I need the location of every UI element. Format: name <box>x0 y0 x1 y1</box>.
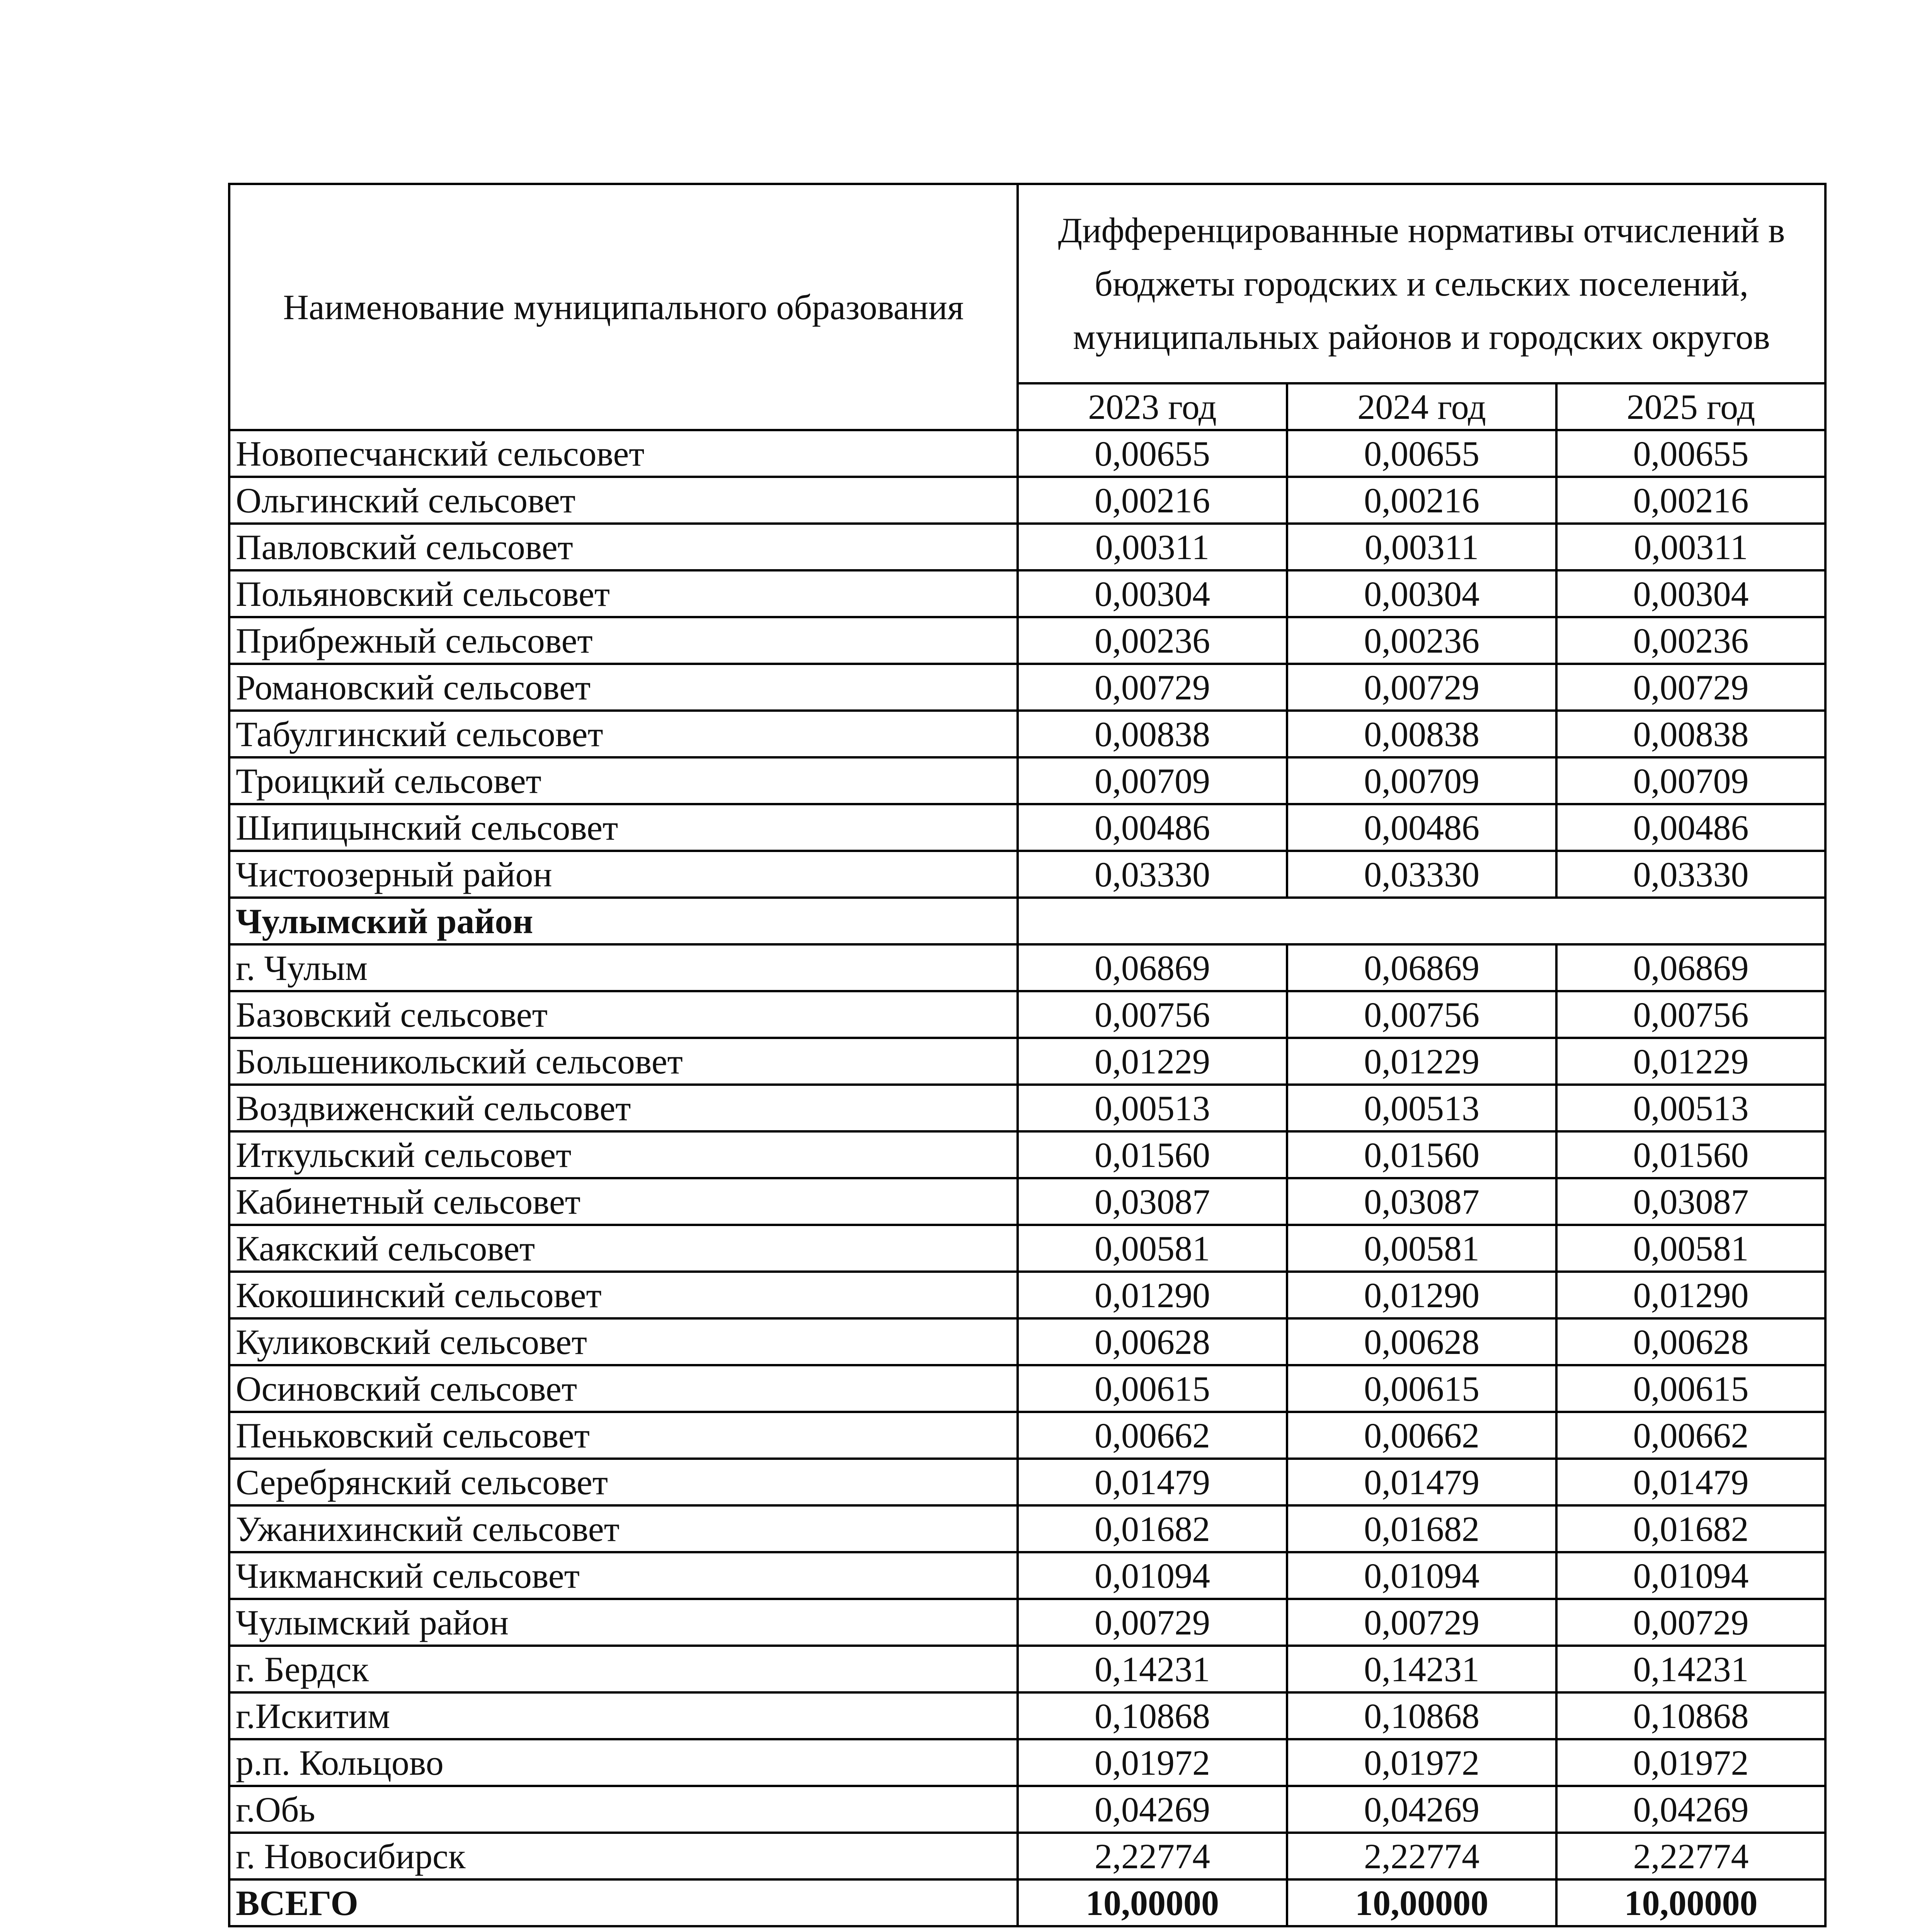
value-cell-2023: 0,00729 <box>1018 1599 1287 1646</box>
table-row <box>229 851 1825 898</box>
municipality-name-cell: Павловский сельсовет <box>229 524 1018 570</box>
table-row <box>229 1833 1825 1879</box>
value-cell-2025: 0,00756 <box>1556 991 1825 1038</box>
table-row <box>229 1552 1825 1599</box>
table-row <box>229 1646 1825 1692</box>
value-cell-2023: 0,01682 <box>1018 1505 1287 1552</box>
value-cell-2024: 0,10868 <box>1287 1692 1556 1739</box>
value-cell-2024: 0,01229 <box>1287 1038 1556 1085</box>
value-cell-2023: 0,01290 <box>1018 1272 1287 1318</box>
value-cell-2024: 0,00236 <box>1287 617 1556 664</box>
value-cell-2024: 0,01479 <box>1287 1459 1556 1505</box>
municipality-name-cell: Польяновский сельсовет <box>229 570 1018 617</box>
table-row <box>229 1272 1825 1318</box>
value-cell-2025: 0,06869 <box>1556 944 1825 991</box>
value-cell-2025: 0,03087 <box>1556 1178 1825 1225</box>
table-row <box>229 944 1825 991</box>
value-cell-2024: 0,01290 <box>1287 1272 1556 1318</box>
value-cell-2023: 0,00662 <box>1018 1412 1287 1459</box>
value-cell-2025: 0,01560 <box>1556 1131 1825 1178</box>
municipality-name-cell: Троицкий сельсовет <box>229 757 1018 804</box>
municipality-name-cell: г. Бердск <box>229 1646 1018 1692</box>
table-row <box>229 1038 1825 1085</box>
value-cell-2023: 0,00304 <box>1018 570 1287 617</box>
value-cell-2025: 0,00729 <box>1556 664 1825 711</box>
value-cell-2023: 0,00615 <box>1018 1365 1287 1412</box>
value-cell-2024: 0,04269 <box>1287 1786 1556 1833</box>
value-cell-2025: 0,03330 <box>1556 851 1825 898</box>
value-cell-2023: 0,00216 <box>1018 477 1287 524</box>
section-empty-cell <box>1018 898 1825 944</box>
table-row <box>229 1459 1825 1505</box>
table-row <box>229 477 1825 524</box>
municipality-name-cell: г. Новосибирск <box>229 1833 1018 1879</box>
municipality-name-cell: Каякский сельсовет <box>229 1225 1018 1272</box>
municipality-name-cell: Большеникольский сельсовет <box>229 1038 1018 1085</box>
table-row <box>229 1786 1825 1833</box>
municipality-name-cell: Ольгинский сельсовет <box>229 477 1018 524</box>
value-cell-2024: 0,01972 <box>1287 1739 1556 1786</box>
table-row <box>229 1505 1825 1552</box>
value-cell-2023: 0,04269 <box>1018 1786 1287 1833</box>
value-cell-2025: 0,00838 <box>1556 711 1825 757</box>
table-row <box>229 711 1825 757</box>
value-cell-2023: 0,01094 <box>1018 1552 1287 1599</box>
value-cell-2024: 0,06869 <box>1287 944 1556 991</box>
value-cell-2025: 0,00615 <box>1556 1365 1825 1412</box>
value-cell-2023: 0,00709 <box>1018 757 1287 804</box>
table-row <box>229 1599 1825 1646</box>
table-row <box>229 570 1825 617</box>
table-header <box>229 184 1825 430</box>
municipality-name-cell: р.п. Кольцово <box>229 1739 1018 1786</box>
municipality-name-cell: Осиновский сельсовет <box>229 1365 1018 1412</box>
value-cell-2024: 0,03330 <box>1287 851 1556 898</box>
table-row <box>229 1692 1825 1739</box>
table-row <box>229 617 1825 664</box>
value-cell-2024: 0,01560 <box>1287 1131 1556 1178</box>
municipality-name-cell: г.Искитим <box>229 1692 1018 1739</box>
value-cell-2024: 0,00304 <box>1287 570 1556 617</box>
municipality-name-cell: Серебрянский сельсовет <box>229 1459 1018 1505</box>
value-cell-2023: 0,00628 <box>1018 1318 1287 1365</box>
value-cell-2025: 0,00628 <box>1556 1318 1825 1365</box>
municipality-name-cell: Чулымский район <box>229 898 1018 944</box>
value-cell-2023: 0,03330 <box>1018 851 1287 898</box>
value-cell-2024: 0,00628 <box>1287 1318 1556 1365</box>
value-cell-2025: 0,00216 <box>1556 477 1825 524</box>
value-cell-2024: 0,14231 <box>1287 1646 1556 1692</box>
header-name-column: Наименование муниципального образования <box>229 184 1018 430</box>
municipality-name-cell: Иткульский сельсовет <box>229 1131 1018 1178</box>
municipality-name-cell: Чикманский сельсовет <box>229 1552 1018 1599</box>
value-cell-2023: 0,01479 <box>1018 1459 1287 1505</box>
value-cell-2023: 0,01560 <box>1018 1131 1287 1178</box>
value-cell-2024: 0,01682 <box>1287 1505 1556 1552</box>
value-cell-2024: 0,00513 <box>1287 1085 1556 1131</box>
value-cell-2023: 10,00000 <box>1018 1879 1287 1926</box>
value-cell-2023: 0,06869 <box>1018 944 1287 991</box>
section-row <box>229 898 1825 944</box>
value-cell-2024: 2,22774 <box>1287 1833 1556 1879</box>
value-cell-2024: 0,00756 <box>1287 991 1556 1038</box>
value-cell-2024: 0,00709 <box>1287 757 1556 804</box>
table-row <box>229 991 1825 1038</box>
municipality-name-cell: Базовский сельсовет <box>229 991 1018 1038</box>
municipality-name-cell: Новопесчанский сельсовет <box>229 430 1018 477</box>
municipality-name-cell: Кокошинский сельсовет <box>229 1272 1018 1318</box>
value-cell-2023: 0,00486 <box>1018 804 1287 851</box>
table-row <box>229 1412 1825 1459</box>
value-cell-2024: 0,00615 <box>1287 1365 1556 1412</box>
value-cell-2025: 0,01682 <box>1556 1505 1825 1552</box>
municipality-name-cell: Пеньковский сельсовет <box>229 1412 1018 1459</box>
value-cell-2025: 2,22774 <box>1556 1833 1825 1879</box>
value-cell-2023: 0,03087 <box>1018 1178 1287 1225</box>
municipality-name-cell: Воздвиженский сельсовет <box>229 1085 1018 1131</box>
municipality-name-cell: Кабинетный сельсовет <box>229 1178 1018 1225</box>
municipality-name-cell: Романовский сельсовет <box>229 664 1018 711</box>
table-row <box>229 1085 1825 1131</box>
value-cell-2023: 2,22774 <box>1018 1833 1287 1879</box>
municipality-name-cell: Куликовский сельсовет <box>229 1318 1018 1365</box>
table-row <box>229 804 1825 851</box>
value-cell-2025: 0,14231 <box>1556 1646 1825 1692</box>
value-cell-2024: 10,00000 <box>1287 1879 1556 1926</box>
municipality-name-cell: Шипицынский сельсовет <box>229 804 1018 851</box>
value-cell-2025: 0,01972 <box>1556 1739 1825 1786</box>
value-cell-2025: 0,01229 <box>1556 1038 1825 1085</box>
table-row <box>229 1131 1825 1178</box>
value-cell-2025: 0,01479 <box>1556 1459 1825 1505</box>
value-cell-2024: 0,00216 <box>1287 477 1556 524</box>
value-cell-2025: 0,00236 <box>1556 617 1825 664</box>
value-cell-2023: 0,00838 <box>1018 711 1287 757</box>
table-row <box>229 430 1825 477</box>
value-cell-2025: 0,00709 <box>1556 757 1825 804</box>
municipality-name-cell: г.Обь <box>229 1786 1018 1833</box>
value-cell-2024: 0,00581 <box>1287 1225 1556 1272</box>
value-cell-2023: 0,14231 <box>1018 1646 1287 1692</box>
value-cell-2025: 0,00486 <box>1556 804 1825 851</box>
table-row <box>229 664 1825 711</box>
table-row <box>229 1318 1825 1365</box>
norms-table <box>228 183 1827 1927</box>
table-row <box>229 524 1825 570</box>
value-cell-2023: 0,00729 <box>1018 664 1287 711</box>
table-row <box>229 1365 1825 1412</box>
value-cell-2024: 0,00838 <box>1287 711 1556 757</box>
value-cell-2023: 0,01229 <box>1018 1038 1287 1085</box>
value-cell-2024: 0,01094 <box>1287 1552 1556 1599</box>
table-row <box>229 757 1825 804</box>
table-row <box>229 1225 1825 1272</box>
header-norms-group: Дифференцированные нормативы отчислений в бюджеты городских и сельских поселений, муниципальных районов и городских округов <box>1018 184 1825 383</box>
table-row <box>229 1178 1825 1225</box>
value-cell-2023: 0,00311 <box>1018 524 1287 570</box>
value-cell-2024: 0,00655 <box>1287 430 1556 477</box>
value-cell-2025: 0,00581 <box>1556 1225 1825 1272</box>
value-cell-2024: 0,00486 <box>1287 804 1556 851</box>
municipality-name-cell: Табулгинский сельсовет <box>229 711 1018 757</box>
value-cell-2025: 0,10868 <box>1556 1692 1825 1739</box>
value-cell-2024: 0,00729 <box>1287 1599 1556 1646</box>
value-cell-2025: 0,00655 <box>1556 430 1825 477</box>
municipality-name-cell: Чулымский район <box>229 1599 1018 1646</box>
municipality-name-cell: Прибрежный сельсовет <box>229 617 1018 664</box>
municipality-name-cell: г. Чулым <box>229 944 1018 991</box>
municipality-name-cell: Чистоозерный район <box>229 851 1018 898</box>
value-cell-2025: 0,00662 <box>1556 1412 1825 1459</box>
value-cell-2025: 0,04269 <box>1556 1786 1825 1833</box>
value-cell-2025: 0,00729 <box>1556 1599 1825 1646</box>
value-cell-2023: 0,00581 <box>1018 1225 1287 1272</box>
total-row <box>229 1879 1825 1926</box>
value-cell-2023: 0,00655 <box>1018 430 1287 477</box>
value-cell-2025: 0,00513 <box>1556 1085 1825 1131</box>
value-cell-2025: 0,00311 <box>1556 524 1825 570</box>
value-cell-2023: 0,00513 <box>1018 1085 1287 1131</box>
value-cell-2025: 0,01094 <box>1556 1552 1825 1599</box>
value-cell-2024: 0,00311 <box>1287 524 1556 570</box>
table-row <box>229 1739 1825 1786</box>
municipality-name-cell: ВСЕГО <box>229 1879 1018 1926</box>
value-cell-2023: 0,10868 <box>1018 1692 1287 1739</box>
header-year-2024: 2024 год <box>1287 383 1556 430</box>
table-body <box>229 430 1825 1926</box>
municipality-name-cell: Ужанихинский сельсовет <box>229 1505 1018 1552</box>
value-cell-2024: 0,00729 <box>1287 664 1556 711</box>
value-cell-2025: 10,00000 <box>1556 1879 1825 1926</box>
value-cell-2025: 0,00304 <box>1556 570 1825 617</box>
value-cell-2025: 0,01290 <box>1556 1272 1825 1318</box>
value-cell-2023: 0,00756 <box>1018 991 1287 1038</box>
header-year-2025: 2025 год <box>1556 383 1825 430</box>
value-cell-2023: 0,00236 <box>1018 617 1287 664</box>
value-cell-2024: 0,03087 <box>1287 1178 1556 1225</box>
value-cell-2024: 0,00662 <box>1287 1412 1556 1459</box>
value-cell-2023: 0,01972 <box>1018 1739 1287 1786</box>
header-year-2023: 2023 год <box>1018 383 1287 430</box>
